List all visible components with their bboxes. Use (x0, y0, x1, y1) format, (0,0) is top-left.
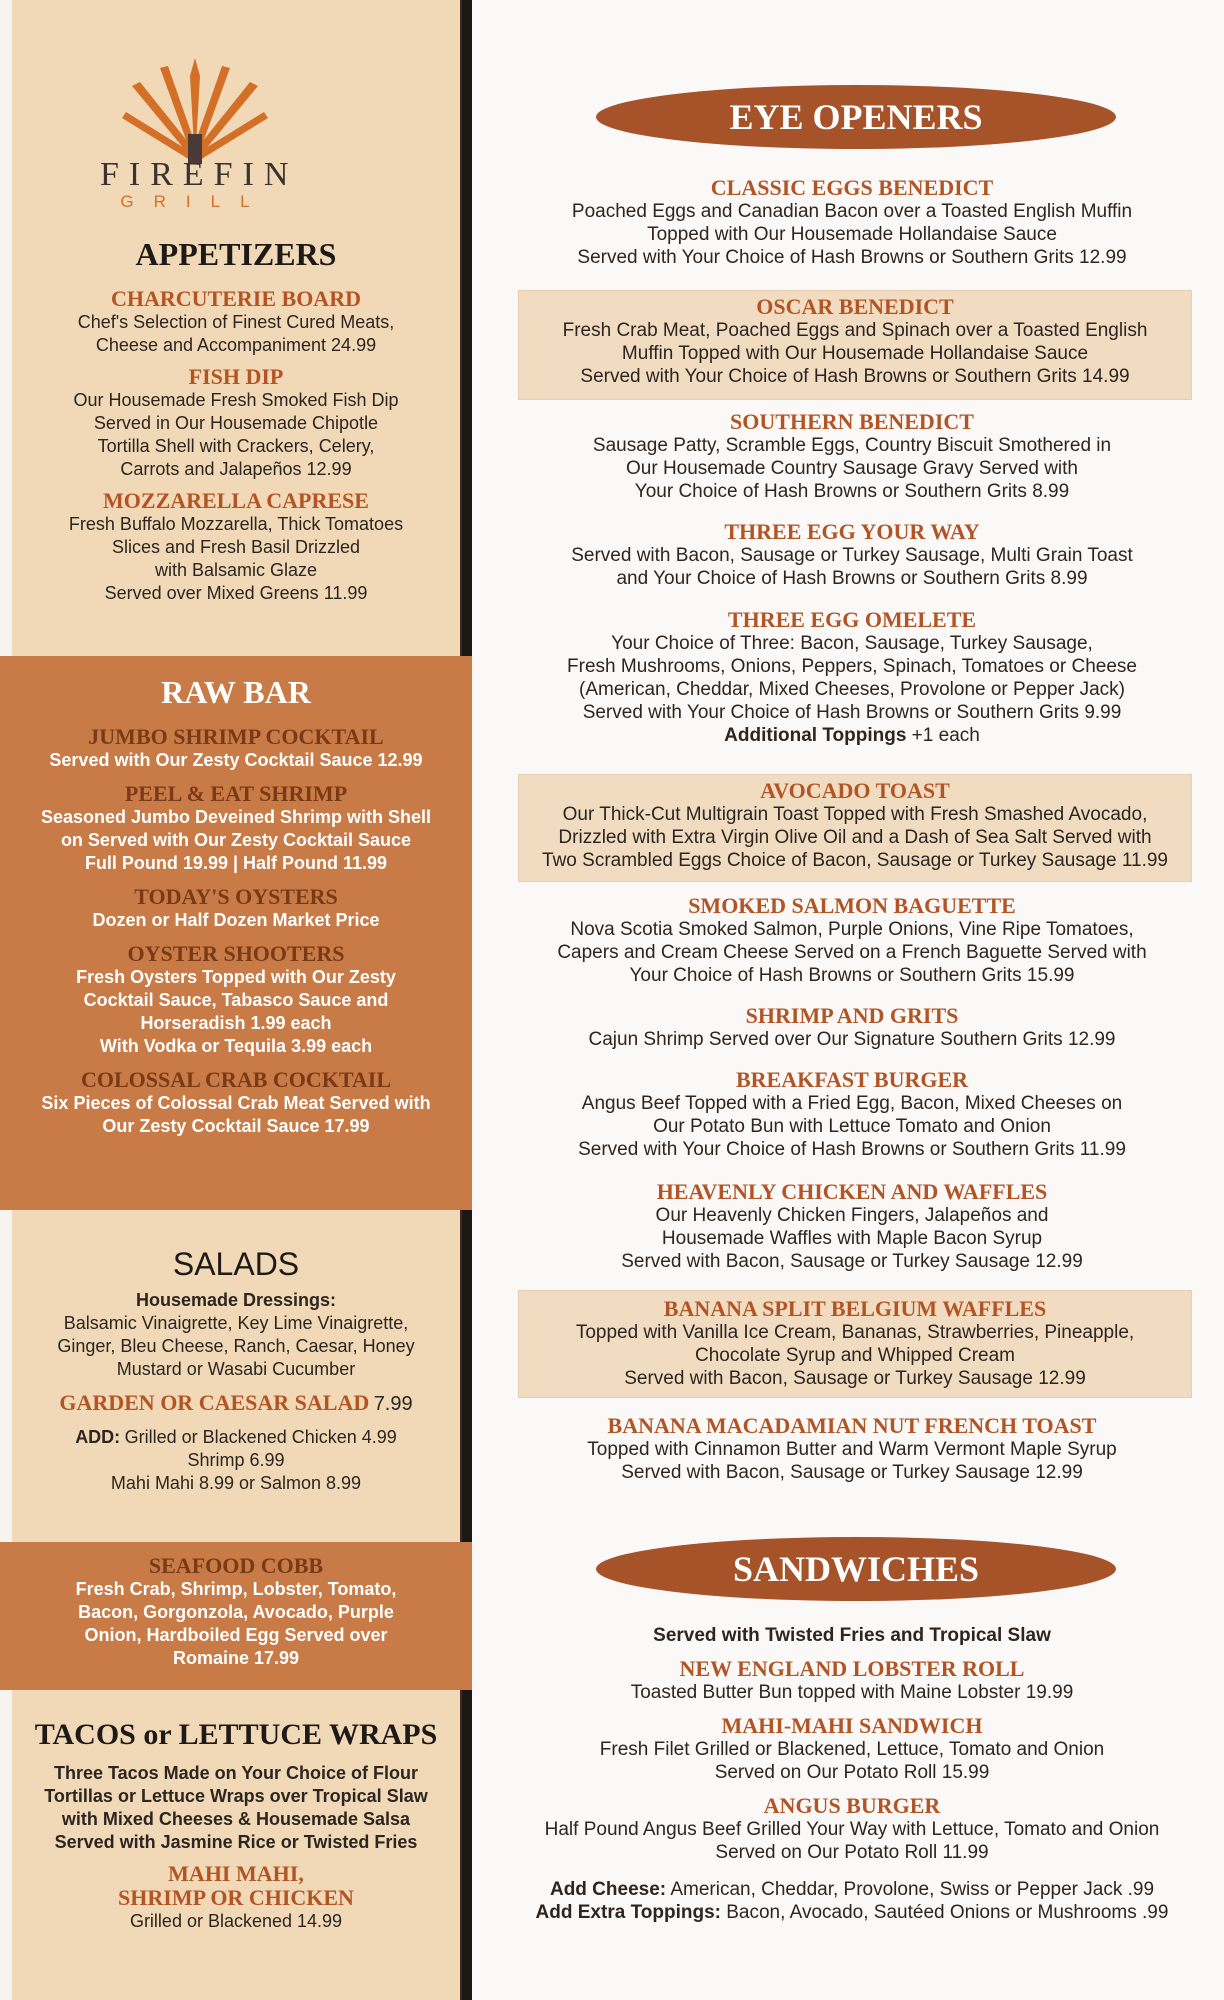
tacos-desc: Tortillas or Lettuce Wraps over Tropical Slaw (44, 1786, 428, 1806)
menu-item-desc: Cheese and Accompaniment 24.99 (95, 335, 377, 355)
menu-item-title: OYSTER SHOOTERS (127, 941, 345, 966)
tacos-section (12, 1718, 460, 1933)
menu-item-desc: Two Scrambled Eggs Choice of Bacon, Sausage or Turkey Sausage 11.99 (542, 850, 1168, 871)
menu-item-title: SOUTHERN BENEDICT (730, 409, 974, 434)
menu-item-desc: Cocktail Sauce, Tabasco Sauce and (83, 990, 389, 1010)
menu-item-desc: Full Pound 19.99 | Half Pound 11.99 (84, 853, 388, 873)
menu-item-title: SMOKED SALMON BAGUETTE (688, 893, 1016, 918)
add-line: Mahi Mahi 8.99 or Salmon 8.99 (110, 1473, 362, 1493)
menu-item-desc: Fresh Oysters Topped with Our Zesty (76, 967, 396, 987)
menu-item-title: COLOSSAL CRAB COCKTAIL (80, 1067, 392, 1092)
menu-item-desc: Served on Our Potato Roll 11.99 (715, 1842, 989, 1863)
tacos-heading: TACOS or LETTUCE WRAPS (34, 1718, 438, 1751)
salads-section (12, 1246, 460, 1495)
seafood-cobb-title: SEAFOOD COBB (148, 1553, 324, 1578)
menu-item-desc: Served with Your Choice of Hash Browns or Southern Grits 12.99 (577, 247, 1127, 268)
menu-item-desc: on Served with Our Zesty Cocktail Sauce (60, 830, 412, 850)
menu-item-desc: Served on Our Potato Roll 15.99 (714, 1762, 990, 1783)
menu-item-desc: Served with Your Choice of Hash Browns or Southern Grits 9.99 (582, 702, 1122, 723)
add-label: ADD: (75, 1427, 121, 1447)
highlight-box (518, 290, 1192, 400)
sandwiches-banner (596, 1537, 1116, 1601)
menu-item-desc: Sausage Patty, Scramble Eggs, Country Biscuit Smothered in (592, 435, 1112, 456)
tacos-item-desc: Grilled or Blackened 14.99 (129, 1911, 343, 1931)
menu-item-desc: Served with Bacon, Sausage or Turkey Sausage 12.99 (621, 1251, 1083, 1272)
menu-item-desc: Fresh Buffalo Mozzarella, Thick Tomatoes (68, 514, 404, 534)
menu-item (532, 410, 1172, 503)
menu-item-desc: Slices and Fresh Basil Drizzled (111, 537, 361, 557)
add-cheese-value: American, Cheddar, Provolone, Swiss or Pepper Jack .99 (666, 1879, 1155, 1900)
menu-item-desc: Tortilla Shell with Crackers, Celery, (97, 436, 375, 456)
dressings-label: Housemade Dressings: (135, 1290, 337, 1310)
menu-item-desc: Muffin Topped with Our Housemade Hollandaise Sauce (621, 343, 1089, 364)
menu-item-title: SHRIMP AND GRITS (745, 1003, 959, 1028)
menu-item-desc: Angus Beef Topped with a Fried Egg, Bacon, Mixed Cheeses on (581, 1093, 1123, 1114)
add-extra-label: Add Extra Toppings: (535, 1902, 721, 1923)
menu-item-desc: Served in Our Housemade Chipotle (93, 413, 379, 433)
menu-item (532, 1068, 1172, 1161)
menu-item-desc: Poached Eggs and Canadian Bacon over a Toasted English Muffin (571, 201, 1133, 222)
menu-item-desc: Drizzled with Extra Virgin Olive Oil and a Dash of Sea Salt Served with (558, 827, 1152, 848)
menu-item-desc: Your Choice of Hash Browns or Southern Grits 15.99 (629, 965, 1075, 986)
menu-item-desc: Served with Bacon, Sausage or Turkey Sausage, Multi Grain Toast (571, 545, 1133, 566)
menu-item-desc: Our Housemade Fresh Smoked Fish Dip (73, 390, 399, 410)
menu-item-title: AVOCADO TOAST (760, 778, 950, 803)
menu-item (532, 1004, 1172, 1051)
brand-name: FIREFIN (100, 156, 299, 193)
add-extra-line (532, 1901, 1172, 1924)
sandwiches-intro: Served with Twisted Fries and Tropical Slaw (653, 1625, 1051, 1646)
tacos-desc: with Mixed Cheeses & Housemade Salsa (61, 1809, 411, 1829)
menu-item-desc: (American, Cheddar, Mixed Cheeses, Provolone or Pepper Jack) (579, 679, 1125, 700)
menu-item-desc: Our Heavenly Chicken Fingers, Jalapeños and (655, 1205, 1049, 1226)
add-line: Shrimp 6.99 (187, 1450, 285, 1470)
menu-item-desc: Topped with Our Housemade Hollandaise Sauce (647, 224, 1057, 245)
menu-item (532, 608, 1172, 747)
menu-item-desc: Topped with Vanilla Ice Cream, Bananas, Strawberries, Pineapple, (575, 1322, 1135, 1343)
salads-heading: SALADS (172, 1246, 300, 1282)
tacos-item-title: SHRIMP OR CHICKEN (118, 1885, 354, 1910)
menu-item-title: BANANA SPLIT BELGIUM WAFFLES (663, 1296, 1047, 1321)
menu-item-title: CLASSIC EGGS BENEDICT (710, 175, 994, 200)
menu-item-desc: Served with Our Zesty Cocktail Sauce 12.99 (49, 750, 423, 770)
appetizers-heading: APPETIZERS (135, 236, 337, 272)
raw-bar-section (0, 656, 472, 1210)
menu-item-desc: Fresh Mushrooms, Onions, Peppers, Spinach, Tomatoes or Cheese (567, 656, 1137, 677)
menu-item-desc: Cajun Shrimp Served over Our Signature Southern Grits 12.99 (588, 1029, 1116, 1050)
menu-item-title: MOZZARELLA CAPRESE (103, 488, 369, 513)
highlight-box (518, 1290, 1192, 1398)
add-line: Grilled or Blackened Chicken 4.99 (124, 1427, 397, 1447)
menu-item-desc: with Balsamic Glaze (154, 560, 318, 580)
fin-logo-icon (120, 56, 270, 166)
menu-item-title: BANANA MACADAMIAN NUT FRENCH TOAST (607, 1413, 1097, 1438)
seafood-cobb-desc: Fresh Crab, Shrimp, Lobster, Tomato, (75, 1579, 397, 1599)
dressings-line: Balsamic Vinaigrette, Key Lime Vinaigrette, (63, 1313, 409, 1333)
menu-item-desc: and Your Choice of Hash Browns or Southern Grits 8.99 (616, 568, 1088, 589)
tacos-item-title: MAHI MAHI, (168, 1861, 304, 1886)
menu-item (532, 176, 1172, 269)
menu-item-title: TODAY'S OYSTERS (134, 884, 338, 909)
menu-item-desc: Our Thick-Cut Multigrain Toast Topped with Fresh Smashed Avocado, (562, 804, 1148, 825)
garden-salad-price: 7.99 (373, 1393, 413, 1415)
menu-item-desc: Horseradish 1.99 each (140, 1013, 332, 1033)
add-cheese-label: Add Cheese: (549, 1879, 667, 1900)
menu-item-desc: Six Pieces of Colossal Crab Meat Served with (41, 1093, 431, 1113)
menu-item-desc: Housemade Waffles with Maple Bacon Syrup (661, 1228, 1043, 1249)
menu-item-desc: Served with Your Choice of Hash Browns or Southern Grits 14.99 (580, 366, 1130, 387)
menu-item-title: THREE EGG YOUR WAY (724, 519, 980, 544)
appetizers-section (12, 236, 460, 605)
menu-item-title: ANGUS BURGER (763, 1793, 941, 1818)
menu-item-desc: Your Choice of Three: Bacon, Sausage, Turkey Sausage, (611, 633, 1093, 654)
menu-item-desc: Served over Mixed Greens 11.99 (104, 583, 368, 603)
eye-openers-banner (596, 85, 1116, 149)
menu-item-title: THREE EGG OMELETE (727, 607, 977, 632)
sandwiches-section (532, 1624, 1172, 1924)
seafood-cobb-desc: Onion, Hardboiled Egg Served over (84, 1625, 388, 1645)
menu-item (532, 894, 1172, 987)
menu-item-desc: Served with Bacon, Sausage or Turkey Sausage 12.99 (624, 1368, 1086, 1389)
menu-item-title: CHARCUTERIE BOARD (111, 286, 361, 311)
seafood-cobb-desc: Romaine 17.99 (172, 1648, 300, 1668)
menu-item-desc: Fresh Filet Grilled or Blackened, Lettuce, Tomato and Onion (599, 1739, 1105, 1760)
menu-item-title: OSCAR BENEDICT (756, 294, 954, 319)
dressings-line: Mustard or Wasabi Cucumber (116, 1359, 356, 1379)
tacos-desc: Served with Jasmine Rice or Twisted Fries (54, 1832, 418, 1852)
menu-item-desc: Served with Your Choice of Hash Browns or Southern Grits 11.99 (578, 1139, 1126, 1160)
menu-item-desc: Seasoned Jumbo Deveined Shrimp with Shell (40, 807, 432, 827)
menu-item-title: FISH DIP (188, 364, 284, 389)
menu-item-desc: Half Pound Angus Beef Grilled Your Way with Lettuce, Tomato and Onion (544, 1819, 1160, 1840)
menu-item-desc: Served with Bacon, Sausage or Turkey Sausage 12.99 (621, 1462, 1083, 1483)
menu-item-desc: Capers and Cream Cheese Served on a French Baguette Served with (557, 942, 1147, 963)
highlight-box (518, 774, 1192, 882)
eye-openers-heading: EYE OPENERS (729, 97, 983, 137)
menu-item-desc: Chocolate Syrup and Whipped Cream (694, 1345, 1015, 1366)
add-extra-value: Bacon, Avocado, Sautéed Onions or Mushrooms .99 (720, 1902, 1169, 1923)
menu-item-desc: Dozen or Half Dozen Market Price (92, 910, 380, 930)
tacos-desc: Three Tacos Made on Your Choice of Flour (53, 1763, 419, 1783)
menu-item (532, 1414, 1172, 1484)
extra-value: +1 each (906, 725, 980, 746)
brand-subtitle: GRILL (120, 192, 270, 211)
menu-item-desc: Fresh Crab Meat, Poached Eggs and Spinach over a Toasted English (562, 320, 1148, 341)
add-cheese-line (532, 1878, 1172, 1901)
menu-item-desc: Your Choice of Hash Browns or Southern Grits 8.99 (634, 481, 1070, 502)
menu-item-desc: Our Potato Bun with Lettuce Tomato and Onion (653, 1116, 1051, 1137)
menu-item (532, 520, 1172, 590)
menu-item-desc: Topped with Cinnamon Butter and Warm Vermont Maple Syrup (587, 1439, 1117, 1460)
menu-item-extra (532, 724, 1172, 747)
menu-item-title: HEAVENLY CHICKEN AND WAFFLES (656, 1179, 1048, 1204)
menu-item (532, 1180, 1172, 1273)
menu-item-title: BREAKFAST BURGER (735, 1067, 969, 1092)
menu-item-desc: With Vodka or Tequila 3.99 each (99, 1036, 373, 1056)
menu-item-desc: Our Zesty Cocktail Sauce 17.99 (102, 1116, 370, 1136)
dressings-line: Ginger, Bleu Cheese, Ranch, Caesar, Honey (57, 1336, 415, 1356)
menu-item-title: JUMBO SHRIMP COCKTAIL (88, 724, 384, 749)
menu-item-desc: Nova Scotia Smoked Salmon, Purple Onions, Vine Ripe Tomatoes, (570, 919, 1134, 940)
menu-item-desc: Toasted Butter Bun topped with Maine Lobster 19.99 (630, 1682, 1074, 1703)
menu-item-desc: Carrots and Jalapeños 12.99 (120, 459, 352, 479)
menu-item-title: MAHI-MAHI SANDWICH (721, 1713, 983, 1738)
seafood-cobb-desc: Bacon, Gorgonzola, Avocado, Purple (78, 1602, 394, 1622)
menu-item-title: PEEL & EAT SHRIMP (124, 781, 348, 806)
menu-item-desc: Chef's Selection of Finest Cured Meats, (77, 312, 395, 332)
seafood-cobb-section (0, 1542, 472, 1690)
menu-item-desc: Our Housemade Country Sausage Gravy Served with (626, 458, 1078, 479)
raw-bar-heading: RAW BAR (161, 674, 311, 710)
garden-salad-title: GARDEN OR CAESAR SALAD (59, 1390, 370, 1415)
sandwiches-heading: SANDWICHES (732, 1549, 980, 1589)
extra-label: Additional Toppings (724, 725, 907, 746)
firefin-logo (100, 56, 299, 211)
menu-item-title: NEW ENGLAND LOBSTER ROLL (679, 1656, 1025, 1681)
